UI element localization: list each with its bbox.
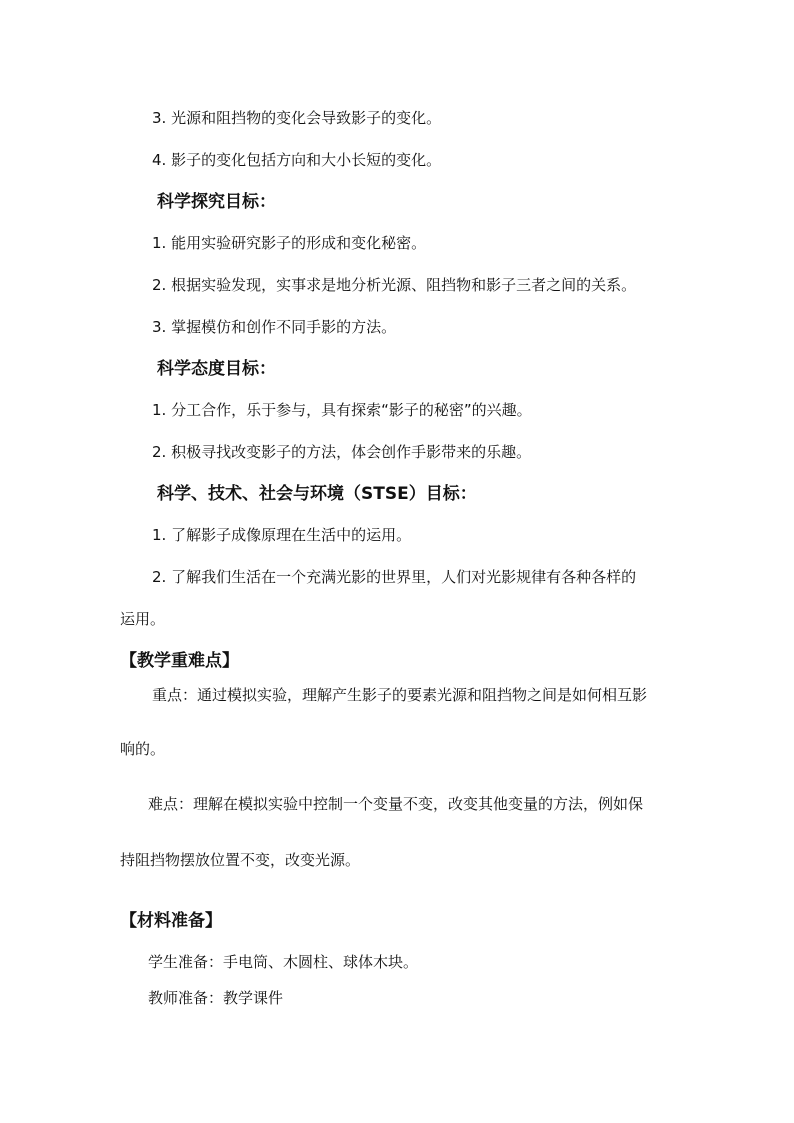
stse-item-1: 1. 了解影子成像原理在生活中的运用。 <box>152 526 412 544</box>
inquiry-item-2: 2. 根据实验发现，实事求是地分析光源、阻挡物和影子三者之间的关系。 <box>152 276 637 294</box>
focus-point-line-2: 响的。 <box>120 740 166 758</box>
focus-point-line-1: 重点：通过模拟实验，理解产生影子的要素光源和阻挡物之间是如何相互影 <box>152 686 648 704</box>
student-materials: 学生准备：手电筒、木圆柱、球体木块。 <box>148 953 419 971</box>
attitude-item-1: 1. 分工合作，乐于参与，具有探索“影子的秘密”的兴趣。 <box>152 401 532 419</box>
stse-item-2-line-1: 2. 了解我们生活在一个充满光影的世界里，人们对光影规律有各种各样的 <box>152 568 637 586</box>
difficult-point-line-1: 难点：理解在模拟实验中控制一个变量不变，改变其他变量的方法，例如保 <box>148 795 644 813</box>
stse-goals-heading: 科学、技术、社会与环境（STSE）目标： <box>157 484 477 504</box>
key-difficult-points-heading: 【教学重难点】 <box>120 651 239 671</box>
knowledge-item-4: 4. 影子的变化包括方向和大小长短的变化。 <box>152 151 442 169</box>
inquiry-item-3: 3. 掌握模仿和创作不同手影的方法。 <box>152 318 397 336</box>
stse-item-2-line-2: 运用。 <box>120 610 166 628</box>
materials-heading: 【材料准备】 <box>120 911 222 931</box>
attitude-item-2: 2. 积极寻找改变影子的方法，体会创作手影带来的乐趣。 <box>152 443 532 461</box>
knowledge-item-3: 3. 光源和阻挡物的变化会导致影子的变化。 <box>152 109 442 127</box>
attitude-goals-heading: 科学态度目标： <box>157 359 276 379</box>
teacher-materials: 教师准备：教学课件 <box>148 989 284 1007</box>
inquiry-item-1: 1. 能用实验研究影子的形成和变化秘密。 <box>152 234 427 252</box>
inquiry-goals-heading: 科学探究目标： <box>157 192 276 212</box>
difficult-point-line-2: 持阻挡物摆放位置不变，改变光源。 <box>120 851 361 869</box>
